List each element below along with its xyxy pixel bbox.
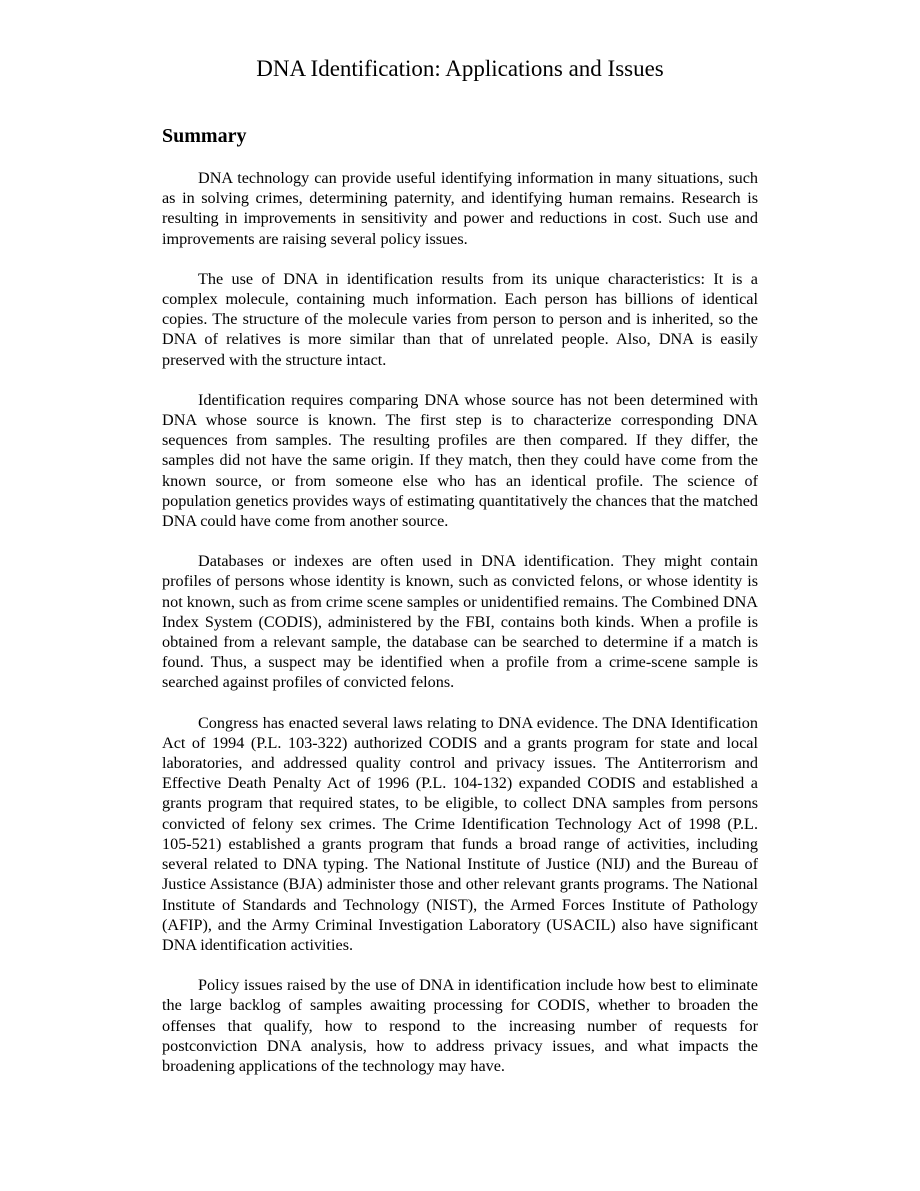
paragraph-identification-process: Identification requires comparing DNA whose source has not been determined with DNA whose source is known. The first step is to characterize corresponding DNA sequences from samples. The resulting profiles are then compared. If they differ, the samples did not have the same origin. If they match, then they could have come from the known source, or from someone else who has an identical profile. The science of population genetics provides ways of estimating quantitatively the chances that the matched DNA could have come from another source. bbox=[162, 390, 758, 531]
summary-body bbox=[162, 168, 758, 1096]
paragraph-legislation: Congress has enacted several laws relating to DNA evidence. The DNA Identification Act of 1994 (P.L. 103-322) authorized CODIS and a grants program for state and local laboratories, and addressed quality control and privacy issues. The Antiterrorism and Effective Death Penalty Act of 1996 (P.L. 104-132) expanded CODIS and established a grants program that required states, to be eligible, to collect DNA samples from persons convicted of felony sex crimes. The Crime Identification Technology Act of 1998 (P.L. 105-521) established a grants program that funds a broad range of activities, including several related to DNA typing. The National Institute of Justice (NIJ) and the Bureau of Justice Assistance (BJA) administer those and other relevant grants programs. The National Institute of Standards and Technology (NIST), the Armed Forces Institute of Pathology (AFIP), and the Army Criminal Investigation Laboratory (USACIL) also have significant DNA identification activities. bbox=[162, 713, 758, 954]
paragraph-policy-issues: Policy issues raised by the use of DNA in identification include how best to eliminate the large backlog of samples awaiting processing for CODIS, whether to broaden the offenses that qualify, how to respond to the increasing number of requests for postconviction DNA analysis, how to address privacy issues, and what impacts the broadening applications of the technology may have. bbox=[162, 976, 758, 1075]
paragraph-dna-characteristics: The use of DNA in identification results from its unique characteristics: It is a complex molecule, containing much information. Each person has billions of identical copies. The structure of the molecule varies from person to person and is inherited, so the DNA of relatives is more similar than that of unrelated people. Also, DNA is easily preserved with the structure intact. bbox=[162, 269, 758, 369]
paragraph-dna-technology: DNA technology can provide useful identifying information in many situations, such as in solving crimes, determining paternity, and identifying human remains. Research is resulting in improvements in sensitivity and power and reductions in cost. Such use and improvements are raising several policy issues. bbox=[162, 169, 758, 248]
document-title: DNA Identification: Applications and Issues bbox=[256, 56, 664, 81]
paragraph-databases: Databases or indexes are often used in DNA identification. They might contain profiles of persons whose identity is known, such as convicted felons, or whose identity is not known, such as from crime scene samples or unidentified remains. The Combined DNA Index System (CODIS), administered by the FBI, contains both kinds. When a profile is obtained from a relevant sample, the database can be searched to determine if a match is found. Thus, a suspect may be identified when a profile from a crime-scene sample is searched against profiles of convicted felons. bbox=[162, 552, 758, 692]
section-heading-summary: Summary bbox=[162, 125, 247, 147]
